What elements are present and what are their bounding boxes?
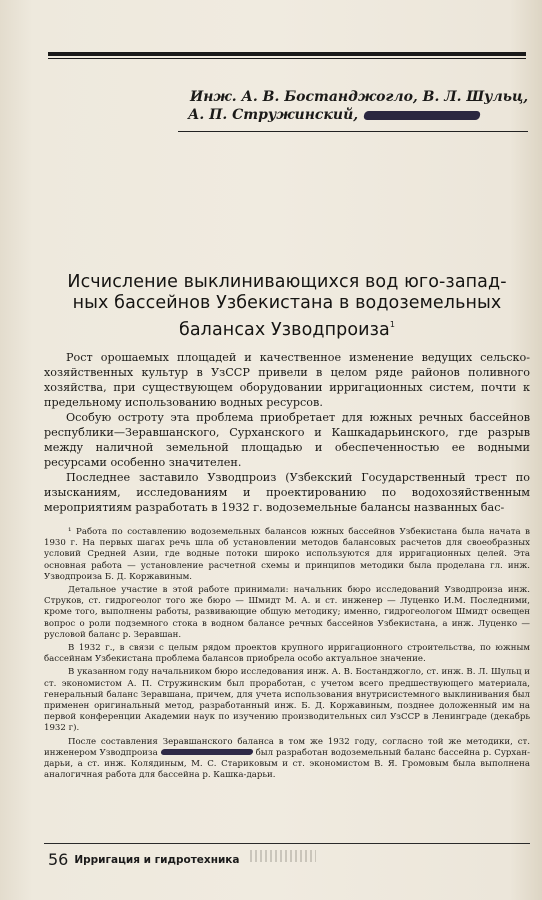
title-line-3 [44,314,530,341]
authors-line-2 [188,106,530,124]
footnote-3: В 1932 г., в связи с целым рядом проектов крупного ирригационного строительства, по южным бассейнам Узбекистана проблема балансов приобрела особо актуальное значение. [44,643,530,665]
title-line-1: Исчисление выклинивающихся вод юго-запад- [67,272,507,292]
footer-rule [44,843,530,844]
footnote-1: ¹ Работа по составлению водоземельных балансов южных бассейнов Узбекистана была начата в 1930 г. На первых шагах речь шла об установлении методов балансовых расчетов для своеобразных условий Средней Азии, где водные потоки широко используются для ирригационных целей. Эта основная работа — установление расчетной схемы и принципов методики была проделана гл. инж. Узводпроиза Б. Д. Коржавиным. [44,527,530,582]
authors-rule [178,131,528,132]
top-rule-thin [48,58,526,59]
authors-line-1: Инж. А. В. Бостанджогло, В. Л. Шульц, [190,89,529,105]
journal-name: Ирригация и гидротехника [74,854,240,866]
title-footnote-mark: 1 [389,320,396,329]
paragraph-1: Рост орошаемых площадей и качественное изменение ведущих сельско-хозяйственных культур в УзССР привели в целом ряде районов поливного хозяйства, при существующем оборудовании ирригационных систем, почти к предельному использованию водных ресурсов. [44,351,530,409]
paragraph-2: Особую остроту эта проблема приобретает для южных речных бассейнов республики—Зеравшанского, Сурханского и Кашкадарьинского, где разрыв между наличной земельной площадью и обеспеченностью ее водными ресурсами особенно значителен. [44,411,530,469]
title-line-2: ных бассейнов Узбекистана в водоземельных [72,293,502,313]
footnotes [44,527,530,783]
footnote-5 [44,737,530,782]
authors-block [190,88,530,124]
redaction-mark [363,111,481,120]
faded-stamp [250,850,316,862]
article-body [44,350,530,515]
footnote-5-part-1: После составления Зеравшанского баланса в том же 1932 году, согласно той же методики, ст. инженером Узводпроиза [44,736,530,758]
authors-line-2-text: А. П. Стружинский, [188,107,359,123]
footnote-4: В указанном году начальником бюро исследования инж. А. В. Бостанджогло, ст. инж. В. Л. Шульц и ст. экономистом А. П. Стружинским был проработан, с учетом всего предшествующего материала, генеральный баланс Зеравшана, причем, для учета использования внутрисистемного выклинивания был применен оригинальный метод, разработанный инж. Б. Д. Коржавиным, позднее доложенный им на первой конференции Академии наук по изучению производительных сил УзССР в Ленинграде (декабрь 1932 г). [44,667,530,734]
title-line-3-text: балансах Узводпроиза [178,320,390,340]
footnote-redaction-mark [160,749,253,755]
top-rule [48,52,526,56]
page-number: 56 [48,850,69,869]
footnote-2: Детальное участие в этой работе принимали: начальник бюро исследований Узводпроиза инж. Струков, ст. гидрогеолог того же бюро — Шмидт М. А. и ст. инженер — Луценко И.М. Последними, кроме того, выполнены работы, развивающие общую методику; именно, гидрогеологом Шмидт освещен вопрос о роли подземного стока в водном балансе речных бассейнов Узбекистана, а инж. Луценко — русловой баланс р. Зеравшан. [44,585,530,640]
page-footer [48,850,240,869]
article-title [44,272,530,341]
footnote-5-part-2: был разработан водоземельный баланс бассейна р. Сурхан-дарьи, а ст. инж. Колядиным, М. С. Стариковым и ст. экономистом В. Я. Громовым была выполнена аналогичная работа для бассейна р. Кашка-дарьи. [44,747,530,781]
paragraph-3: Последнее заставило Узводпроиз (Узбекский Государственный трест по изысканиям, исследованиям и проектированию по водохозяйственным мероприятиям разработать в 1932 г. водоземельные балансы названных бас- [44,471,530,514]
